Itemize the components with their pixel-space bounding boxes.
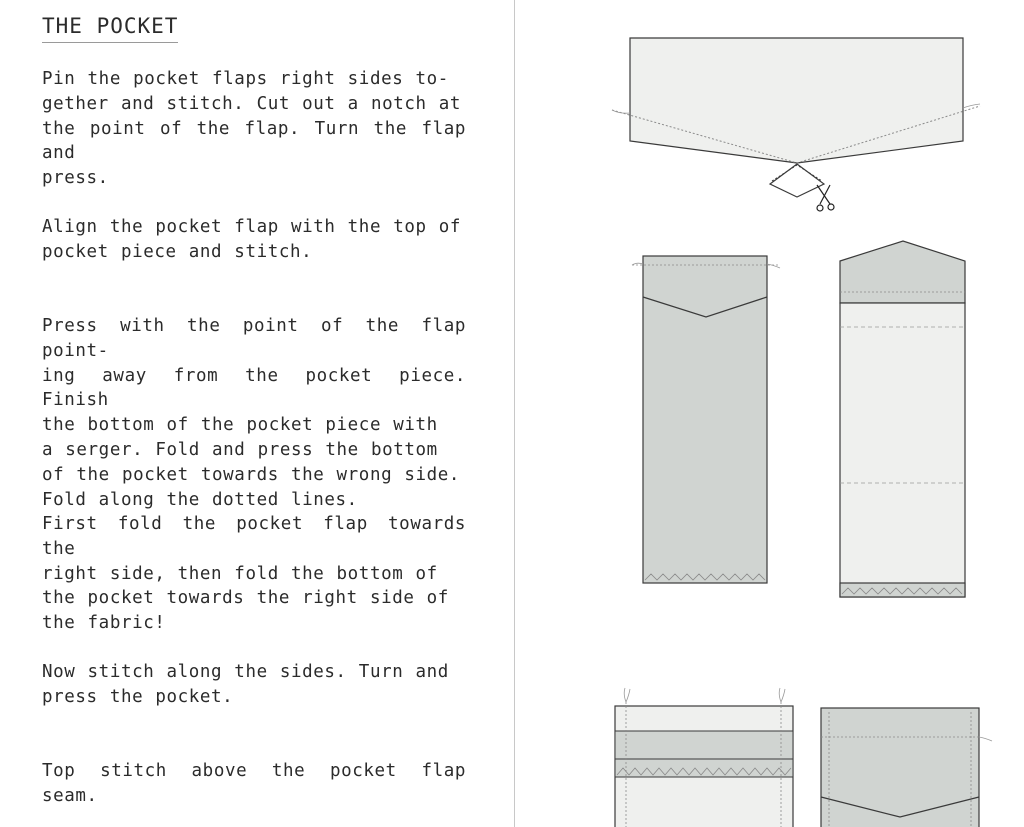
flap-notch-diagram (612, 38, 980, 211)
pocket-folded-diagram (615, 688, 793, 827)
pocket-finished-diagram (821, 708, 992, 827)
step-6-text: Top stitch above the pocket flap seam. (42, 761, 466, 806)
illustrations-canvas (515, 0, 1024, 827)
step-2-text: Align the pocket flap with the top of pocket piece and stitch. (42, 217, 462, 262)
flap-on-pocket-diagram (632, 256, 780, 583)
step-3-text: Press with the point of the flap point- ing away from the pocket piece. Finish the bottom of the pocket piece with a serger. Fold and press the bottom of the pocket towards the wrong side. Fold along the dotted lines. (42, 316, 466, 510)
step-5-text: Now stitch along the sides. Turn and press the pocket. (42, 662, 449, 707)
scissors-icon (817, 185, 834, 211)
step-1-text: Pin the pocket flaps right sides to- gether and stitch. Cut out a notch at the point of the flap. Turn the flap and press. (42, 69, 466, 189)
step-4-text: First fold the pocket flap towards the right side, then fold the bottom of the pocket towards the right side of the fabric! (42, 514, 466, 634)
pocket-pressed-diagram (840, 241, 965, 597)
page-title: THE POCKET (42, 14, 178, 43)
illustrations-column (515, 0, 1024, 827)
